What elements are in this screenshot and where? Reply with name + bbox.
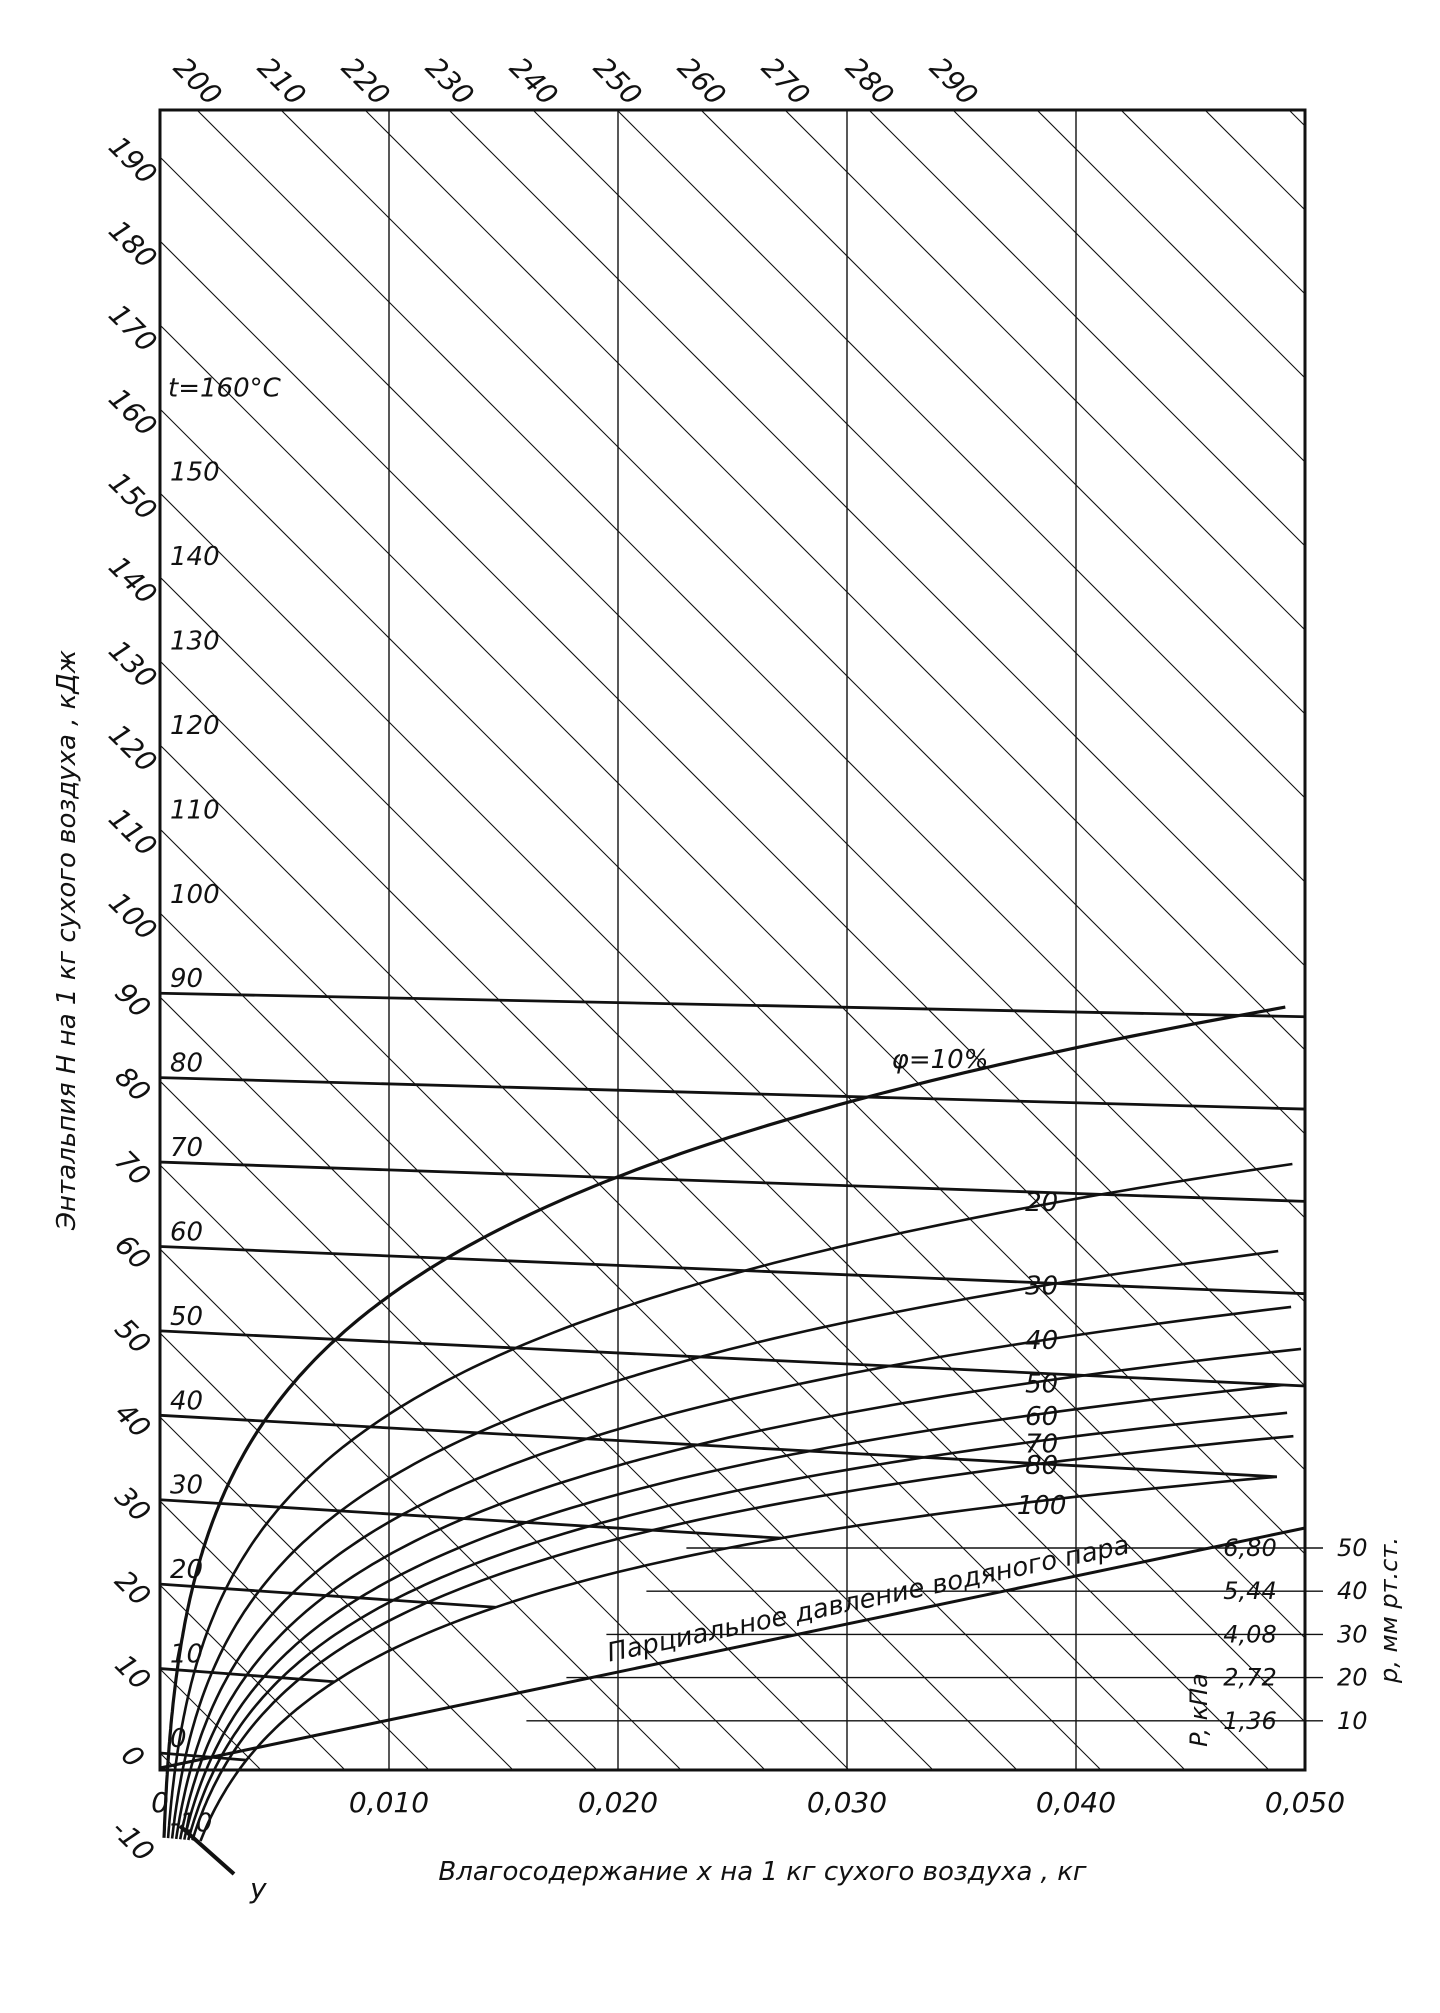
humidity-label: 70 xyxy=(1025,1429,1059,1460)
x-tick-label: 0,050 xyxy=(1264,1786,1346,1819)
isotherm-line xyxy=(160,1415,1277,1476)
isotherm-label: t=160°C xyxy=(168,373,281,404)
enthalpy-line xyxy=(533,110,1305,882)
enthalpy-line xyxy=(160,241,1305,1386)
enthalpy-scale-label: 130 xyxy=(102,633,164,695)
enthalpy-line xyxy=(1289,110,1305,126)
enthalpy-scale-label: 280 xyxy=(839,50,901,112)
enthalpy-scale-label: 260 xyxy=(671,50,733,112)
enthalpy-line xyxy=(1121,110,1305,294)
pressure-kpa-axis-label: P, кПа xyxy=(1185,1673,1213,1747)
isotherm-lines xyxy=(160,402,1305,1760)
enthalpy-scale-label: 90 xyxy=(108,976,157,1025)
x-tick-label: 0 xyxy=(151,1786,169,1819)
enthalpy-scale-label: 120 xyxy=(102,717,164,779)
pressure-mmhg-label: 10 xyxy=(1337,1706,1368,1735)
isotherm-label: 60 xyxy=(170,1217,204,1248)
enthalpy-line xyxy=(160,577,1305,1722)
isotherm-label: 150 xyxy=(170,457,220,488)
isotherm-label: 80 xyxy=(170,1048,204,1079)
enthalpy-line xyxy=(160,1081,849,1770)
enthalpy-scale-label: 240 xyxy=(503,50,565,112)
enthalpy-line xyxy=(197,110,1305,1218)
pressure-kpa-label: 6,80 xyxy=(1223,1534,1277,1562)
x-axis-title: Влагосодержание x на 1 кг сухого воздуха , кг xyxy=(438,1857,1087,1887)
enthalpy-scale-label: 60 xyxy=(108,1228,157,1277)
isotherm-label: 10 xyxy=(170,1639,204,1670)
isotherm-label: 90 xyxy=(170,964,204,995)
pressure-mmhg-label: 40 xyxy=(1337,1577,1368,1606)
enthalpy-line xyxy=(1205,110,1305,210)
enthalpy-line xyxy=(160,1165,765,1770)
humidity-label: φ=10% xyxy=(891,1044,989,1075)
isotherm-label: 40 xyxy=(170,1386,204,1417)
isotherm-label: 70 xyxy=(170,1133,204,1164)
enthalpy-line xyxy=(160,325,1305,1470)
chart-labels xyxy=(52,51,1403,1905)
x-tick-label: 0,040 xyxy=(1035,1786,1117,1819)
enthalpy-scale-label: 230 xyxy=(419,50,481,112)
enthalpy-scale-label: 10 xyxy=(108,1648,157,1697)
isotherm-label: 100 xyxy=(170,879,220,910)
partial-pressure-scale xyxy=(160,1528,1323,1768)
isotherm-label: 20 xyxy=(170,1555,204,1586)
isotherm-label: -10 xyxy=(170,1808,213,1839)
enthalpy-scale-label: 140 xyxy=(102,549,164,611)
humidity-label: 60 xyxy=(1025,1402,1059,1433)
pressure-kpa-label: 5,44 xyxy=(1223,1577,1277,1606)
enthalpy-line xyxy=(160,1333,597,1770)
enthalpy-scale-label: 150 xyxy=(102,465,164,527)
humidity-curve xyxy=(164,1007,1285,1838)
humidity-label: 100 xyxy=(1016,1491,1067,1522)
pressure-mmhg-label: 20 xyxy=(1337,1663,1368,1692)
pressure-kpa-label: 2,72 xyxy=(1223,1663,1277,1692)
isotherm-label: 140 xyxy=(170,542,220,573)
isotherm-line xyxy=(160,1246,1305,1293)
enthalpy-scale-label: 210 xyxy=(251,50,313,112)
isotherm-line xyxy=(160,1500,781,1538)
enthalpy-line xyxy=(160,157,1305,1302)
x-tick-label: 0,020 xyxy=(577,1786,659,1819)
enthalpy-line xyxy=(160,1249,681,1770)
enthalpy-line xyxy=(617,110,1305,798)
humidity-label: 40 xyxy=(1025,1325,1059,1356)
enthalpy-lines xyxy=(160,110,1305,1770)
humidity-curve xyxy=(180,1349,1301,1839)
enthalpy-scale-label: 290 xyxy=(923,50,985,112)
enthalpy-scale-label: 250 xyxy=(587,50,649,112)
humidity-label: 30 xyxy=(1025,1271,1059,1302)
enthalpy-scale-label: 170 xyxy=(102,297,164,359)
enthalpy-line xyxy=(281,110,1305,1134)
enthalpy-scale-label: 20 xyxy=(108,1564,157,1613)
isotherm-label: 50 xyxy=(170,1301,204,1332)
enthalpy-line xyxy=(160,409,1305,1554)
enthalpy-scale-label: 180 xyxy=(102,213,164,275)
enthalpy-line xyxy=(701,110,1305,714)
y-axis-title: Энтальпия H на 1 кг сухого воздуха , кДж xyxy=(52,649,82,1231)
enthalpy-scale-label: 80 xyxy=(108,1060,157,1109)
enthalpy-line xyxy=(1037,110,1305,378)
enthalpy-line xyxy=(160,661,1269,1770)
pressure-mmhg-label: 30 xyxy=(1337,1620,1368,1649)
enthalpy-scale-label: 40 xyxy=(108,1396,157,1445)
enthalpy-scale-label: 160 xyxy=(102,381,164,443)
pressure-line xyxy=(160,1528,1305,1768)
enthalpy-line xyxy=(953,110,1305,462)
y-axis-marker-label: y xyxy=(250,1872,267,1905)
humidity-label: 50 xyxy=(1025,1369,1059,1400)
humidity-curve xyxy=(176,1307,1291,1839)
enthalpy-line xyxy=(160,997,933,1770)
x-tick-label: 0,030 xyxy=(806,1786,888,1819)
x-tick-label: 0,010 xyxy=(348,1786,430,1819)
isotherm-label: 130 xyxy=(170,626,220,657)
plot-border xyxy=(160,110,1305,1770)
humidity-label: 80 xyxy=(1025,1451,1059,1482)
enthalpy-scale-label: 0 xyxy=(114,1738,151,1775)
isotherm-label: 120 xyxy=(170,710,220,741)
pressure-mmhg-label: 50 xyxy=(1337,1534,1368,1562)
enthalpy-scale-label: 110 xyxy=(102,801,164,863)
enthalpy-scale-label: 100 xyxy=(102,885,164,947)
isotherm-label: 0 xyxy=(170,1724,187,1754)
isotherm-label: 110 xyxy=(170,795,220,826)
pressure-line-title: Парциальное давление водяного пара xyxy=(604,1530,1133,1669)
isotherm-line xyxy=(160,993,1305,1017)
isotherm-line xyxy=(160,1331,1305,1386)
enthalpy-scale-label: 50 xyxy=(108,1312,157,1361)
humidity-curve xyxy=(168,1164,1292,1838)
enthalpy-line xyxy=(365,110,1305,1050)
enthalpy-line xyxy=(869,110,1305,546)
enthalpy-line xyxy=(785,110,1305,630)
humidity-label: 20 xyxy=(1025,1188,1059,1219)
enthalpy-line xyxy=(160,1417,513,1770)
isotherm-line xyxy=(160,1078,1305,1109)
isotherm-line xyxy=(160,1162,1305,1201)
pressure-mmhg-axis-label: p, мм рт.ст. xyxy=(1375,1537,1403,1683)
pressure-kpa-label: 1,36 xyxy=(1223,1706,1277,1735)
enthalpy-scale-label: 190 xyxy=(102,129,164,191)
isotherm-label: 30 xyxy=(170,1470,204,1501)
enthalpy-scale-label: 70 xyxy=(108,1144,157,1193)
enthalpy-scale-label: 200 xyxy=(167,50,229,112)
enthalpy-scale-label: -10 xyxy=(104,1812,161,1869)
enthalpy-scale-label: 220 xyxy=(335,50,397,112)
enthalpy-scale-label: 270 xyxy=(755,50,817,112)
enthalpy-line xyxy=(160,913,1017,1770)
enthalpy-scale-label: 30 xyxy=(108,1480,157,1529)
enthalpy-line xyxy=(449,110,1305,966)
enthalpy-line xyxy=(160,745,1185,1770)
pressure-kpa-label: 4,08 xyxy=(1223,1620,1277,1649)
